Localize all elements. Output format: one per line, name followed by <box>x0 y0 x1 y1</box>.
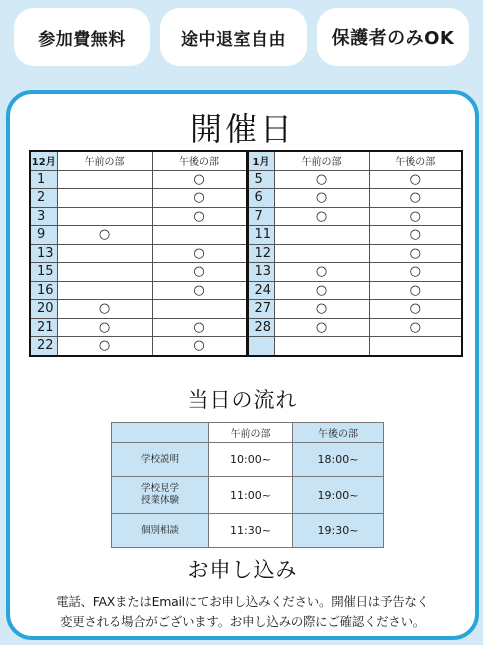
am-cell: ○ <box>274 170 369 189</box>
apply-note-line1: 電話、FAXまたはEmailにてお申し込みください。開催日は予告なく <box>56 594 429 609</box>
badge-guardians-ok: 保護者のみOK <box>317 8 469 66</box>
pm-cell: ○ <box>369 300 462 319</box>
date-cell: 27 <box>247 300 274 319</box>
schedule-row <box>30 189 462 208</box>
schedule-row <box>30 263 462 282</box>
date-cell: 13 <box>30 244 57 263</box>
am-header: 午前の部 <box>57 151 152 170</box>
flow-row <box>112 443 384 477</box>
flow-am-time: 11:00~ <box>209 477 293 514</box>
schedule-header-row <box>30 151 462 170</box>
pm-cell <box>152 226 247 245</box>
am-cell <box>57 263 152 282</box>
date-cell: 2 <box>30 189 57 208</box>
date-cell: 13 <box>247 263 274 282</box>
date-cell: 7 <box>247 207 274 226</box>
am-cell <box>57 281 152 300</box>
flow-table <box>111 422 384 548</box>
pm-cell: ○ <box>152 189 247 208</box>
am-cell <box>274 337 369 356</box>
flow-row <box>112 514 384 548</box>
date-cell: 5 <box>247 170 274 189</box>
date-cell <box>247 337 274 356</box>
date-cell: 15 <box>30 263 57 282</box>
apply-title: お申し込み <box>187 558 298 582</box>
pm-cell: ○ <box>369 207 462 226</box>
schedule-row <box>30 318 462 337</box>
flow-step-label: 学校見学 授業体験 <box>112 477 209 514</box>
am-cell <box>274 244 369 263</box>
am-cell: ○ <box>274 263 369 282</box>
am-cell: ○ <box>274 189 369 208</box>
am-cell: ○ <box>274 281 369 300</box>
pm-cell: ○ <box>369 226 462 245</box>
date-cell: 11 <box>247 226 274 245</box>
pm-header: 午後の部 <box>152 151 247 170</box>
schedule-row <box>30 170 462 189</box>
date-cell: 6 <box>247 189 274 208</box>
am-cell: ○ <box>274 300 369 319</box>
am-cell: ○ <box>57 337 152 356</box>
date-cell: 24 <box>247 281 274 300</box>
am-cell: ○ <box>274 318 369 337</box>
pm-cell: ○ <box>369 281 462 300</box>
am-cell <box>57 170 152 189</box>
flow-step-label: 個別相談 <box>112 514 209 548</box>
am-cell: ○ <box>57 318 152 337</box>
pm-cell: ○ <box>152 207 247 226</box>
schedule-row <box>30 226 462 245</box>
pm-cell: ○ <box>152 337 247 356</box>
am-header: 午前の部 <box>274 151 369 170</box>
pm-cell <box>152 300 247 319</box>
pm-cell: ○ <box>369 189 462 208</box>
badge-free: 参加費無料 <box>14 8 150 66</box>
date-cell: 12 <box>247 244 274 263</box>
schedule-title: 開催日 <box>189 110 295 148</box>
schedule-row <box>30 337 462 356</box>
apply-note-line2: 変更される場合がございます。お申し込みの際にご確認ください。 <box>59 614 425 629</box>
am-cell <box>57 244 152 263</box>
month-december: 12月 <box>30 151 57 170</box>
date-cell: 20 <box>30 300 57 319</box>
schedule-row <box>30 207 462 226</box>
pm-cell: ○ <box>152 244 247 263</box>
pm-cell <box>369 337 462 356</box>
flow-am-header: 午前の部 <box>209 423 293 443</box>
flow-pm-header: 午後の部 <box>293 423 384 443</box>
pm-cell: ○ <box>369 170 462 189</box>
flow-title: 当日の流れ <box>187 388 298 412</box>
feature-badges <box>0 0 483 80</box>
flow-pm-time: 19:30~ <box>293 514 384 548</box>
pm-cell: ○ <box>152 281 247 300</box>
date-cell: 22 <box>30 337 57 356</box>
am-cell: ○ <box>57 300 152 319</box>
schedule-row <box>30 281 462 300</box>
pm-header: 午後の部 <box>369 151 462 170</box>
schedule-row <box>30 300 462 319</box>
pm-cell: ○ <box>369 318 462 337</box>
flow-row <box>112 477 384 514</box>
badge-leave-anytime: 途中退室自由 <box>160 8 307 66</box>
flow-pm-time: 18:00~ <box>293 443 384 477</box>
flow-header-row <box>112 423 384 443</box>
date-cell: 28 <box>247 318 274 337</box>
pm-cell: ○ <box>369 263 462 282</box>
am-cell <box>274 226 369 245</box>
schedule-table <box>29 150 463 357</box>
am-cell: ○ <box>57 226 152 245</box>
flow-pm-time: 19:00~ <box>293 477 384 514</box>
am-cell: ○ <box>274 207 369 226</box>
pm-cell: ○ <box>152 170 247 189</box>
flow-header-blank <box>112 423 209 443</box>
pm-cell: ○ <box>152 263 247 282</box>
pm-cell: ○ <box>152 318 247 337</box>
date-cell: 9 <box>30 226 57 245</box>
date-cell: 21 <box>30 318 57 337</box>
pm-cell: ○ <box>369 244 462 263</box>
am-cell <box>57 189 152 208</box>
flow-step-label: 学校説明 <box>112 443 209 477</box>
schedule-row <box>30 244 462 263</box>
apply-note <box>20 592 465 632</box>
date-cell: 1 <box>30 170 57 189</box>
info-panel <box>6 90 479 640</box>
date-cell: 16 <box>30 281 57 300</box>
flow-am-time: 11:30~ <box>209 514 293 548</box>
month-january: 1月 <box>247 151 274 170</box>
date-cell: 3 <box>30 207 57 226</box>
am-cell <box>57 207 152 226</box>
flow-am-time: 10:00~ <box>209 443 293 477</box>
